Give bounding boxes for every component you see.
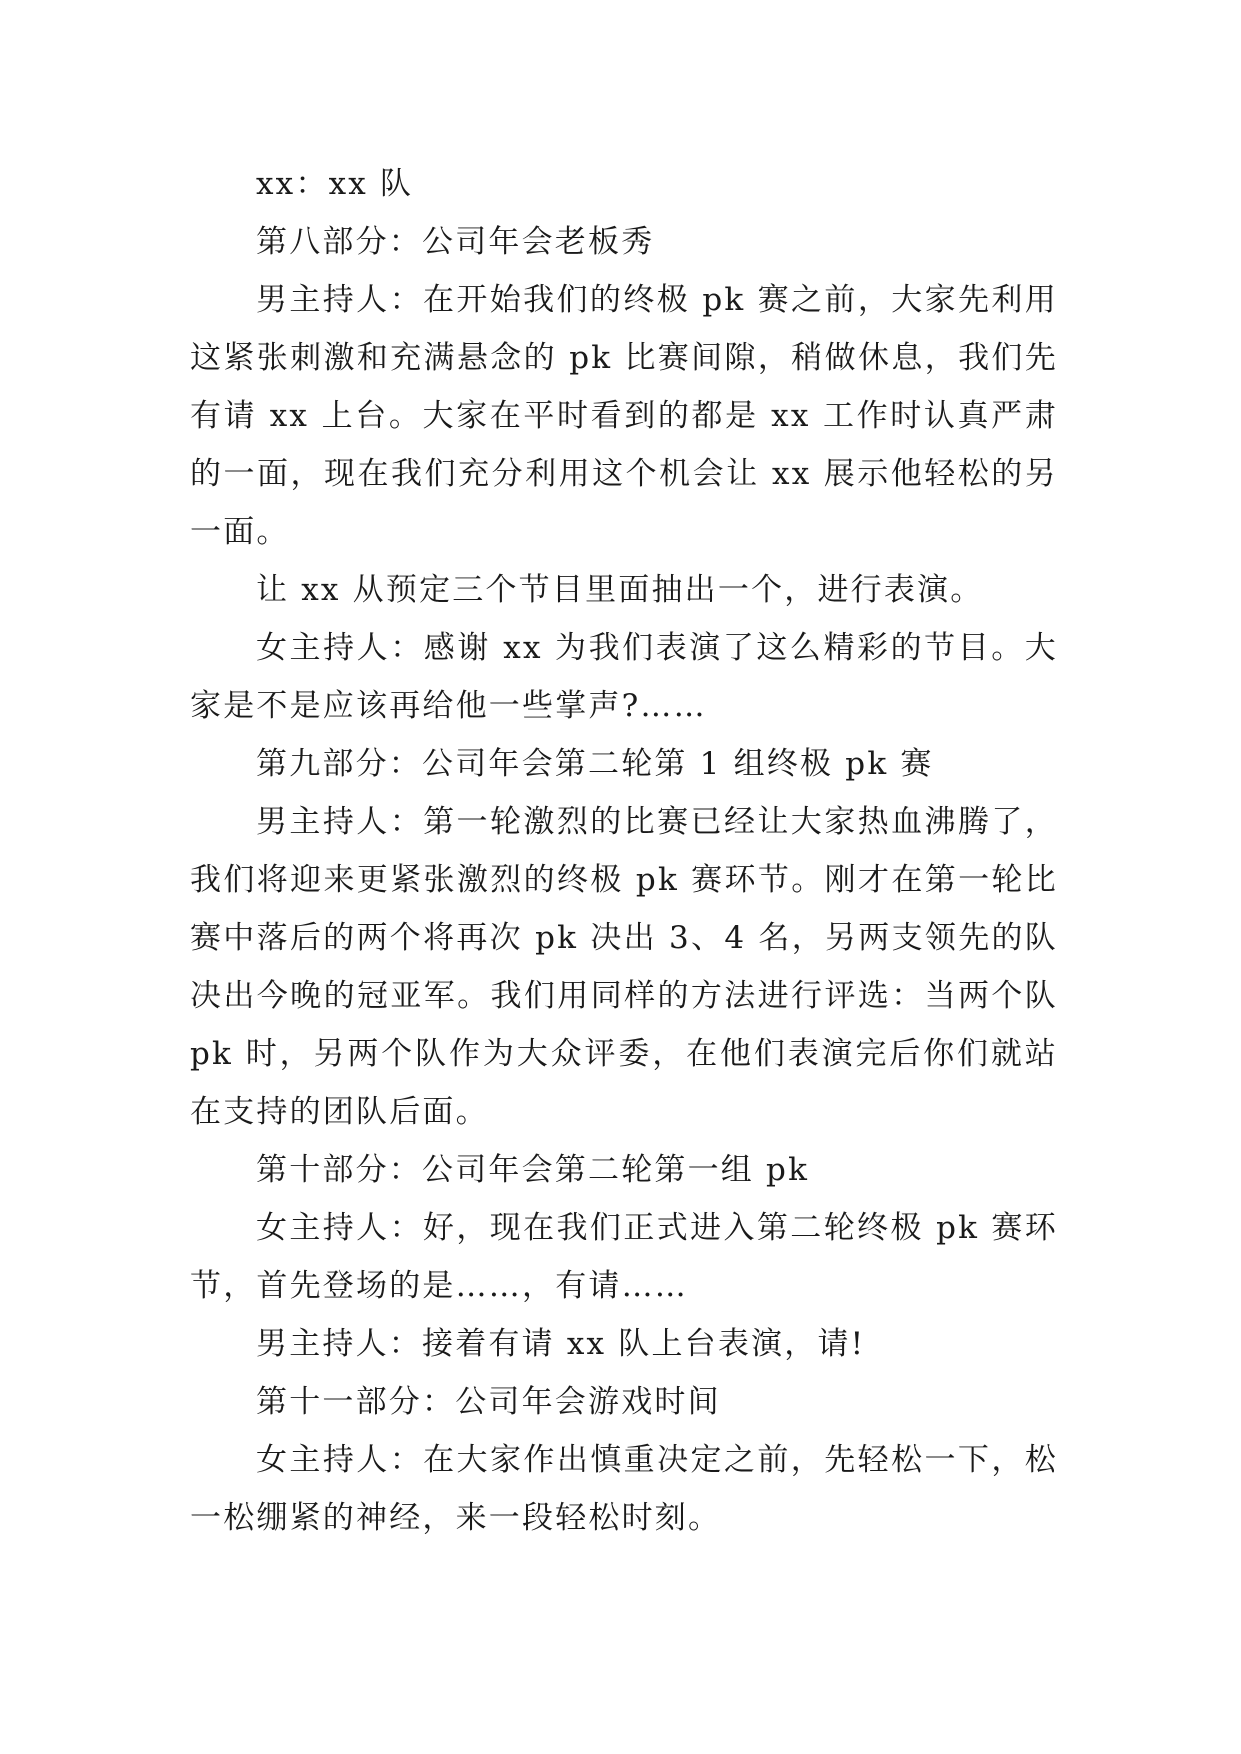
body-paragraph: 让 xx 从预定三个节目里面抽出一个，进行表演。 (256, 572, 984, 608)
host-script-paragraph: 男主持人：在开始我们的终极 pk 赛之前，大家先利用这紧张刺激和充满悬念的 pk 比赛间隙，稍做休息，我们先有请 xx 上台。大家在平时看到的都是 xx 工作时认真严肃的一面，现在我们充分利用这个机会让 xx 展示他轻松的另一面。 (190, 282, 1058, 550)
section-heading-8: 第八部分：公司年会老板秀 (256, 224, 655, 260)
host-script-paragraph: 女主持人：感谢 xx 为我们表演了这么精彩的节目。大家是不是应该再给他一些掌声?…… (190, 630, 1058, 724)
host-script-paragraph: 男主持人：第一轮激烈的比赛已经让大家热血沸腾了，我们将迎来更紧张激烈的终极 pk 赛环节。刚才在第一轮比赛中落后的两个将再次 pk 决出 3、4 名，另两支领先的队决出今晚的冠亚军。我们用同样的方法进行评选：当两个队 pk 时，另两个队作为大众评委，在他们表演完后你们就站在支持的团队后面。 (190, 804, 1058, 1130)
document-page (190, 155, 1058, 1547)
section-heading-11: 第十一部分：公司年会游戏时间 (256, 1384, 721, 1420)
section-heading-10: 第十部分：公司年会第二轮第一组 pk (256, 1152, 810, 1188)
section-heading-9: 第九部分：公司年会第二轮第 1 组终极 pk 赛 (256, 746, 934, 782)
host-script-paragraph: 女主持人：在大家作出慎重决定之前，先轻松一下，松一松绷紧的神经，来一段轻松时刻。 (190, 1442, 1058, 1536)
host-script-paragraph: 男主持人：接着有请 xx 队上台表演，请! (256, 1326, 866, 1362)
team-line: xx：xx 队 (256, 166, 414, 202)
host-script-paragraph: 女主持人：好，现在我们正式进入第二轮终极 pk 赛环节，首先登场的是……，有请…… (190, 1210, 1058, 1304)
